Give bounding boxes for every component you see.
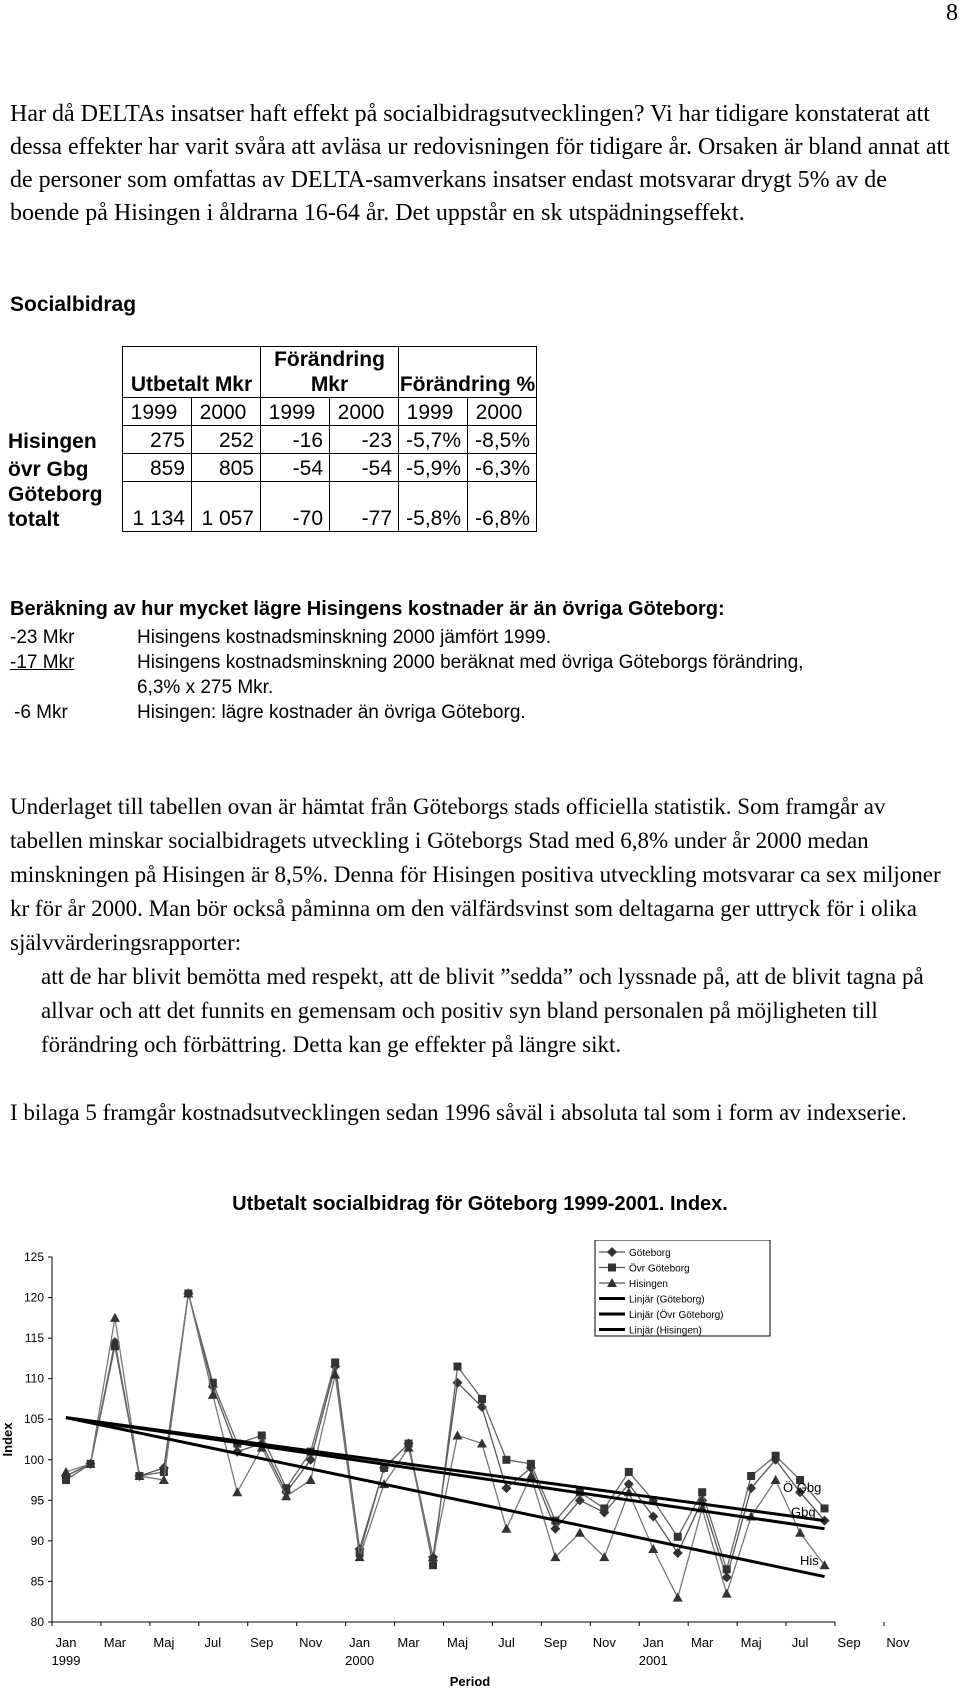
legend-label: Hisingen: [629, 1279, 668, 1290]
data-point: [772, 1452, 780, 1460]
calculation-text: Hisingens kostnadsminskning 2000 beräknat med övriga Göteborgs förändring, 6,3% x 275 Mkr.: [137, 652, 804, 698]
data-point: [478, 1395, 486, 1403]
y-tick-label: 115: [24, 1331, 44, 1346]
data-point: [673, 1548, 683, 1558]
x-tick-label: Maj: [740, 1635, 762, 1650]
table-cell: -8,5%: [468, 426, 537, 454]
y-tick-label: 95: [30, 1493, 44, 1508]
x-tick-year-label: 2000: [345, 1653, 375, 1668]
chart-title: Utbetalt socialbidrag för Göteborg 1999-2001. Index.: [232, 1193, 728, 1215]
y-tick-label: 80: [30, 1615, 44, 1629]
data-point: [648, 1544, 658, 1553]
table-cell: 805: [192, 454, 261, 482]
legend-label: Linjär (Hisingen): [629, 1325, 702, 1337]
calculation-amount: -23 Mkr: [10, 627, 75, 648]
y-tick-label: 125: [23, 1250, 44, 1264]
calculation-title: Beräkning av hur mycket lägre Hisingens kostnader är än övriga Göteborg:: [10, 598, 725, 620]
x-tick-year-label: 2001: [638, 1653, 668, 1668]
row-label: övr Gbg: [8, 457, 89, 481]
x-tick-label: Mar: [690, 1635, 714, 1650]
table-cell: -77: [330, 482, 399, 532]
table-row: [8, 454, 537, 482]
data-point: [429, 1561, 437, 1569]
legend-label: Linjär (Göteborg): [629, 1294, 705, 1306]
header-forandring-mkr: Förändring Mkr: [261, 347, 399, 398]
data-point: [232, 1487, 242, 1496]
calculation-row: [10, 700, 827, 725]
legend-label: Övr Göteborg: [629, 1263, 690, 1275]
table-cell: 1 057: [192, 482, 261, 532]
data-point: [674, 1533, 682, 1541]
trend-annotation: His: [800, 1553, 819, 1569]
x-tick-label: Jan: [642, 1635, 664, 1650]
legend-label: Göteborg: [629, 1248, 671, 1259]
body-paragraph: Underlaget till tabellen ovan är hämtat från Göteborgs stads officiella statistik. Som framgår av tabellen minskar socialbidragets utveckling i Göteborgs Stad med 6,8% under år 2000 medan minskningen på Hisingen är 8,5%. Denna för Hisingen positiva utveckling motsvarar ca sex miljoner kr för år 2000. Man bör också påminna om den välfärdsvinst som deltagarna ger uttryck för i olika självvärderingsrapporter:: [10, 794, 941, 955]
year-cell: 1999: [123, 398, 192, 426]
data-point: [747, 1472, 755, 1480]
table-cell: -54: [330, 454, 399, 482]
data-point: [648, 1512, 658, 1522]
table-cell: -70: [261, 482, 330, 532]
socialbidrag-heading: Socialbidrag: [10, 293, 137, 316]
data-point: [771, 1475, 781, 1484]
x-tick-label: Maj: [153, 1635, 175, 1650]
x-axis-label: Period: [449, 1674, 491, 1689]
x-tick-label: Mar: [397, 1635, 420, 1650]
body-paragraph-appendix: I bilaga 5 framgår kostnadsutvecklingen sedan 1996 såväl i absoluta tal som i form av indexserie.: [10, 1100, 907, 1125]
row-label: Göteborg totalt: [8, 482, 103, 531]
calculation-text: Hisingen: lägre kostnader än övriga Göteborg.: [137, 702, 526, 723]
data-point: [821, 1504, 829, 1512]
data-point: [331, 1358, 339, 1366]
trend-annotation: Gbg: [791, 1504, 816, 1520]
calculation-block: [10, 598, 827, 725]
x-tick-label: Maj: [447, 1635, 468, 1650]
table-cell: -6,3%: [468, 454, 537, 482]
chart-legend: [595, 1240, 770, 1336]
row-label: Hisingen: [8, 429, 97, 453]
body-text: [10, 790, 955, 1062]
calculation-row: [10, 625, 827, 650]
x-tick-label: Mar: [103, 1635, 127, 1650]
index-line-chart: [0, 1240, 960, 1691]
header-utbetalt: Utbetalt Mkr: [123, 347, 261, 398]
year-cell: 1999: [399, 398, 468, 426]
x-tick-label: Nov: [886, 1635, 910, 1650]
y-axis-label: Index: [0, 1422, 15, 1457]
data-point: [111, 1342, 119, 1350]
table-cell: 1 134: [123, 482, 192, 532]
intro-text: [10, 98, 955, 230]
data-point: [62, 1476, 70, 1484]
socialbidrag-table: [8, 346, 537, 532]
data-point: [673, 1593, 683, 1602]
table-cell: 275: [123, 426, 192, 454]
table-cell: -6,8%: [468, 482, 537, 532]
y-tick-label: 105: [23, 1412, 44, 1427]
data-point: [698, 1488, 706, 1496]
x-tick-label: Jul: [204, 1635, 222, 1650]
x-tick-label: Sep: [837, 1635, 861, 1650]
legend-marker: [608, 1264, 616, 1272]
y-tick-label: 85: [30, 1574, 44, 1589]
trend-line: [66, 1418, 825, 1577]
intro-paragraph: Har då DELTAs insatser haft effekt på socialbidragsutvecklingen? Vi har tidigare konstaterat att dessa effekter har varit svåra att avläsa ur redovisningen för tidigare år. Orsaken är bland annat att de personer som omfattas av DELTA-samverkans insatser endast motsvarar drygt 5% av de boende på Hisingen i åldrarna 16-64 år. Det uppstår en sk utspädningseffekt.: [10, 101, 950, 226]
calculation-amount: -6 Mkr: [14, 702, 68, 723]
data-point: [723, 1565, 731, 1573]
calculation-amount: -17 Mkr: [10, 652, 75, 673]
x-tick-label: Jan: [349, 1635, 371, 1650]
table-row: [8, 482, 537, 532]
legend-label: Linjär (Övr Göteborg): [629, 1310, 724, 1321]
x-tick-label: Sep: [250, 1635, 274, 1650]
year-cell: 2000: [330, 398, 399, 426]
y-tick-label: 90: [30, 1533, 44, 1548]
table-cell: -5,7%: [399, 426, 468, 454]
x-tick-year-label: 1999: [51, 1653, 81, 1668]
trend-annotation: Ö Gbg: [783, 1480, 822, 1496]
y-tick-label: 100: [23, 1452, 44, 1467]
data-point: [722, 1589, 732, 1598]
table-cell: -16: [261, 426, 330, 454]
table-row: [8, 426, 537, 454]
data-point: [527, 1460, 535, 1468]
body-quote-paragraph: att de har blivit bemötta med respekt, att de blivit ”sedda” och lyssnade på, att de blivit tagna på allvar och att det funnits en gemensam och positiv syn bland personalen på möjligheten till förändring och förbättring. Detta kan ge effekter på längre sikt.: [41, 964, 924, 1057]
trend-line: [66, 1418, 825, 1521]
x-tick-label: Nov: [592, 1635, 616, 1650]
x-tick-label: Sep: [543, 1635, 567, 1650]
calculation-row: [10, 650, 827, 700]
data-point: [575, 1528, 585, 1537]
table-cell: 859: [123, 454, 192, 482]
table-cell: -5,9%: [399, 454, 468, 482]
data-point: [160, 1468, 168, 1476]
x-tick-label: Nov: [299, 1635, 323, 1650]
table-cell: -54: [261, 454, 330, 482]
data-point: [501, 1524, 511, 1533]
x-tick-label: Jul: [498, 1635, 515, 1650]
data-point: [110, 1313, 120, 1322]
table-cell: -5,8%: [399, 482, 468, 532]
data-point: [600, 1504, 608, 1512]
data-point: [258, 1431, 266, 1439]
table-cell: 252: [192, 426, 261, 454]
y-tick-label: 120: [23, 1290, 44, 1305]
y-tick-label: 110: [24, 1371, 44, 1386]
data-point: [453, 1430, 463, 1439]
page-number: 8: [946, 0, 958, 26]
header-forandring-pct: Förändring %: [399, 347, 537, 398]
year-cell: 2000: [192, 398, 261, 426]
table-cell: -23: [330, 426, 399, 454]
data-point: [454, 1363, 462, 1371]
data-point: [795, 1528, 805, 1537]
data-point: [306, 1475, 316, 1484]
x-tick-label: Jul: [791, 1635, 809, 1650]
calculation-text: Hisingens kostnadsminskning 2000 jämfört 1999.: [137, 627, 552, 648]
x-tick-label: Jan: [55, 1635, 77, 1650]
data-point: [625, 1468, 633, 1476]
year-cell: 1999: [261, 398, 330, 426]
year-cell: 2000: [468, 398, 537, 426]
data-point: [502, 1456, 510, 1464]
